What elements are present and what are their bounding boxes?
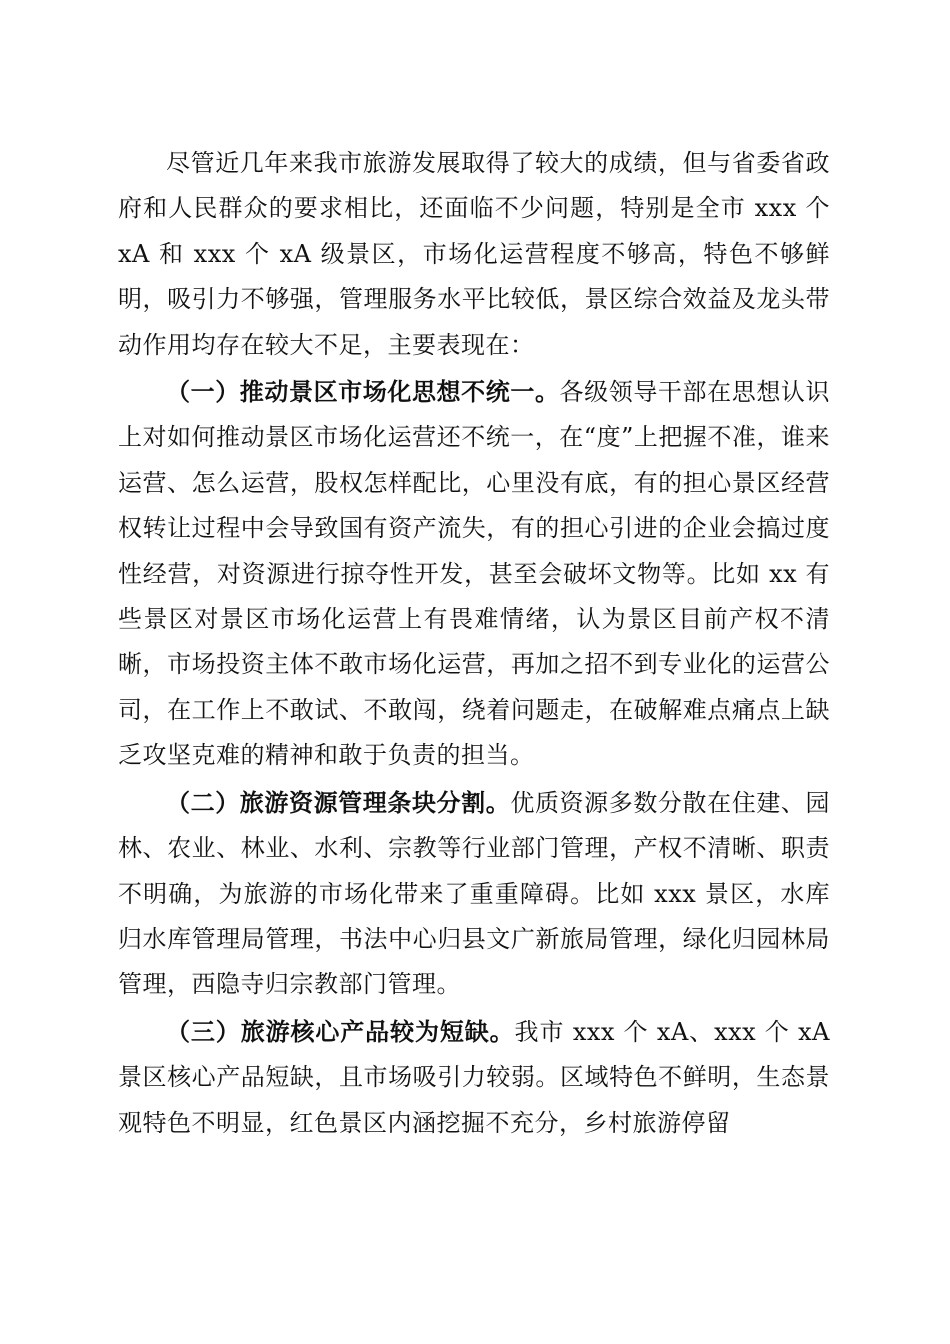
paragraph-section-3: [118, 1009, 830, 1146]
paragraph-section-1: [118, 369, 830, 779]
paragraph-text: 优质资源多数分散在住建、园林、农业、林业、水利、宗教等行业部门管理，产权不清晰、职责不明确，为旅游的市场化带来了重重障碍。比如 xxx 景区，水库归水库管理局管理，书法中心归县文广新旅局管理，绿化归园林局管理，西隐寺归宗教部门管理。: [118, 788, 831, 999]
paragraph-intro: [118, 140, 830, 368]
document-body: [118, 140, 830, 1146]
section-heading-3: （三）旅游核心产品较为短缺。: [166, 1016, 515, 1046]
section-heading-1: （一）推动景区市场化思想不统一。: [166, 377, 560, 407]
paragraph-section-2: [118, 780, 830, 1008]
paragraph-text: 尽管近几年来我市旅游发展取得了较大的成绩，但与省委省政府和人民群众的要求相比，还面临不少问题，特别是全市 xxx 个 xA 和 xxx 个 xA 级景区，市场化运营程度不够高，特色不够鲜明，吸引力不够强，管理服务水平比较低，景区综合效益及龙头带动作用均存在较大不足，主要表现在：: [118, 149, 830, 359]
section-heading-2: （二）旅游资源管理条块分割。: [166, 787, 511, 817]
paragraph-text: 我市 xxx 个 xA、xxx 个 xA 景区核心产品短缺，且市场吸引力较弱。区域特色不鲜明，生态景观特色不明显，红色景区内涵挖掘不充分，乡村旅游停留: [118, 1017, 830, 1137]
paragraph-text: 各级领导干部在思想认识上对如何推动景区市场化运营还不统一，在“度”上把握不准，谁来运营、怎么运营，股权怎样配比，心里没有底，有的担心景区经营权转让过程中会导致国有资产流失，有的担心引进的企业会搞过度性经营，对资源进行掠夺性开发，甚至会破坏文物等。比如 xx 有些景区对景区市场化运营上有畏难情绪，认为景区目前产权不清晰，市场投资主体不敢市场化运营，再加之招不到专业化的运营公司，在工作上不敢试、不敢闯，绕着问题走，在破解难点痛点上缺乏攻坚克难的精神和敢于负责的担当。: [118, 378, 831, 770]
